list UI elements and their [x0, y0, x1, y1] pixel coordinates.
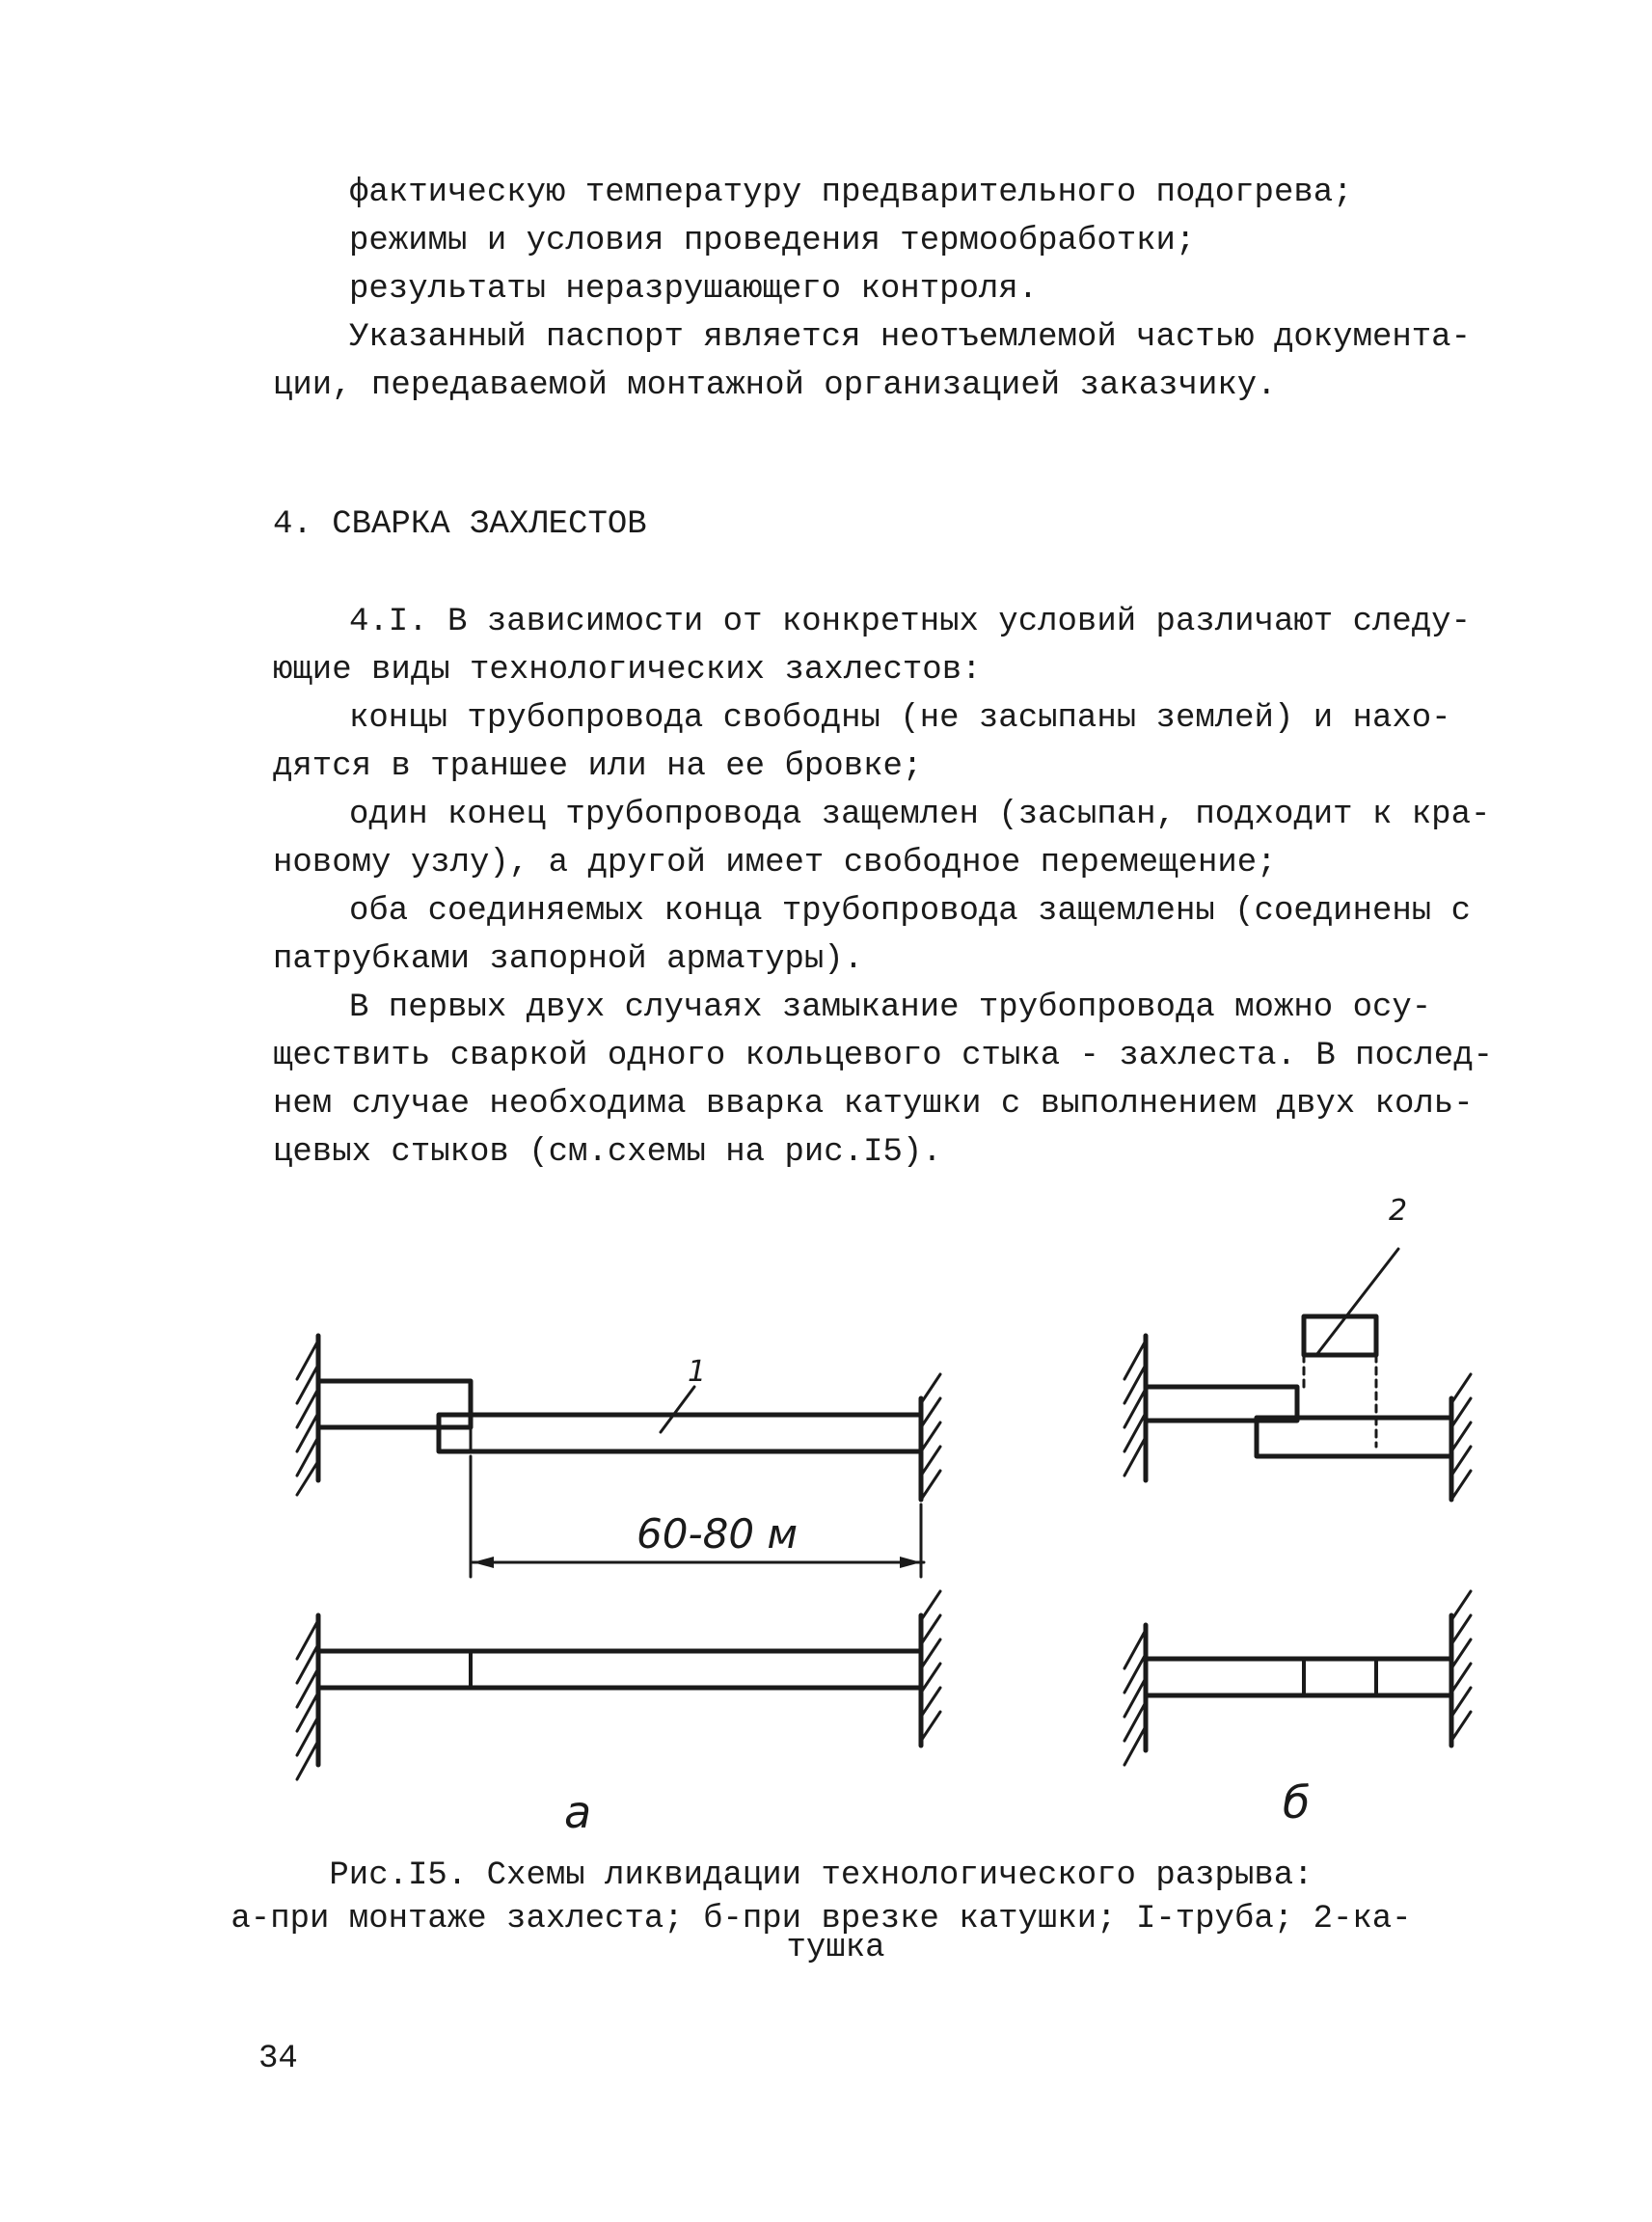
- section-line-5: один конец трубопровода защемлен (засыпан, подходит к кра-: [349, 797, 1491, 833]
- dimension-arrow-left: [473, 1557, 494, 1568]
- dimension-label: 60-80 м: [636, 1510, 799, 1558]
- section-line-4: дятся в траншее или на ее бровке;: [273, 748, 923, 785]
- panel-a-closed-scheme: [297, 1591, 940, 1779]
- text-line-1: фактическую температуру предварительного подогрева;: [349, 175, 1353, 211]
- wall-hatching: [297, 1620, 318, 1779]
- figure-caption-line-1: Рис.I5. Схемы ликвидации технологического разрыва:: [329, 1857, 1313, 1894]
- section-line-8: патрубками запорной арматуры).: [273, 941, 864, 978]
- section-line-10: ществить сваркой одного кольцевого стыка - захлеста. В послед-: [273, 1038, 1494, 1074]
- wall-hatching-right: [921, 1591, 940, 1741]
- figure-caption-line-2: а-при монтаже захлеста; б-при врезке катушки; I-труба; 2-ка-: [230, 1901, 1412, 1937]
- right-pipe: [1257, 1418, 1451, 1456]
- long-pipe: [439, 1415, 921, 1451]
- figure-15-diagram: [0, 1177, 1652, 1842]
- wall-hatching: [297, 1341, 318, 1495]
- section-heading: 4. СВАРКА ЗАХЛЕСТОВ: [273, 506, 647, 543]
- section-line-7: оба соединяемых конца трубопровода защемлены (соединены с: [349, 893, 1471, 930]
- section-line-12: цевых стыков (см.схемы на рис.I5).: [273, 1134, 942, 1171]
- panel-b-label: б: [1283, 1776, 1311, 1829]
- wall-hatching-right: [1451, 1591, 1471, 1741]
- section-line-3: концы трубопровода свободны (не засыпаны землей) и нахо-: [349, 700, 1451, 737]
- section-line-6: новому узлу), а другой имеет свободное перемещение;: [273, 845, 1277, 881]
- dimension-arrow-right: [900, 1557, 921, 1568]
- wall-hatching-right: [1451, 1374, 1471, 1500]
- joined-pipe: [1146, 1659, 1451, 1695]
- section-line-2: ющие виды технологических захлестов:: [273, 652, 982, 689]
- panel-b-closed-scheme: [1124, 1591, 1471, 1765]
- joined-pipe: [318, 1651, 921, 1688]
- text-line-5: ции, передаваемой монтажной организацией заказчику.: [273, 367, 1277, 404]
- pipe-label: 1: [688, 1355, 707, 1389]
- spool-label-leader: [1316, 1249, 1398, 1355]
- panel-b-spool-scheme: [1124, 1194, 1471, 1500]
- wall-hatching: [1124, 1341, 1146, 1476]
- text-line-3: результаты неразрушающего контроля.: [349, 271, 1039, 308]
- left-pipe-stub: [318, 1381, 471, 1427]
- wall-hatching: [1124, 1630, 1146, 1765]
- text-line-4: Указанный паспорт является неотъемлемой частью документа-: [349, 319, 1471, 356]
- page-number: 34: [258, 2041, 298, 2077]
- figure-caption-line-3: тушка: [786, 1930, 885, 1966]
- spool-label: 2: [1389, 1194, 1408, 1228]
- panel-a-label: а: [564, 1786, 592, 1838]
- section-line-11: нем случае необходима вварка катушки с выполнением двух коль-: [273, 1086, 1474, 1123]
- text-line-2: режимы и условия проведения термообработки;: [349, 223, 1196, 259]
- section-line-9: В первых двух случаях замыкание трубопровода можно осу-: [349, 989, 1432, 1026]
- wall-hatching-right: [921, 1374, 940, 1500]
- pipe-label-leader: [661, 1387, 694, 1432]
- section-line-1: 4.I. В зависимости от конкретных условий различают следу-: [349, 604, 1471, 640]
- panel-a-overlap-scheme: [297, 1336, 940, 1577]
